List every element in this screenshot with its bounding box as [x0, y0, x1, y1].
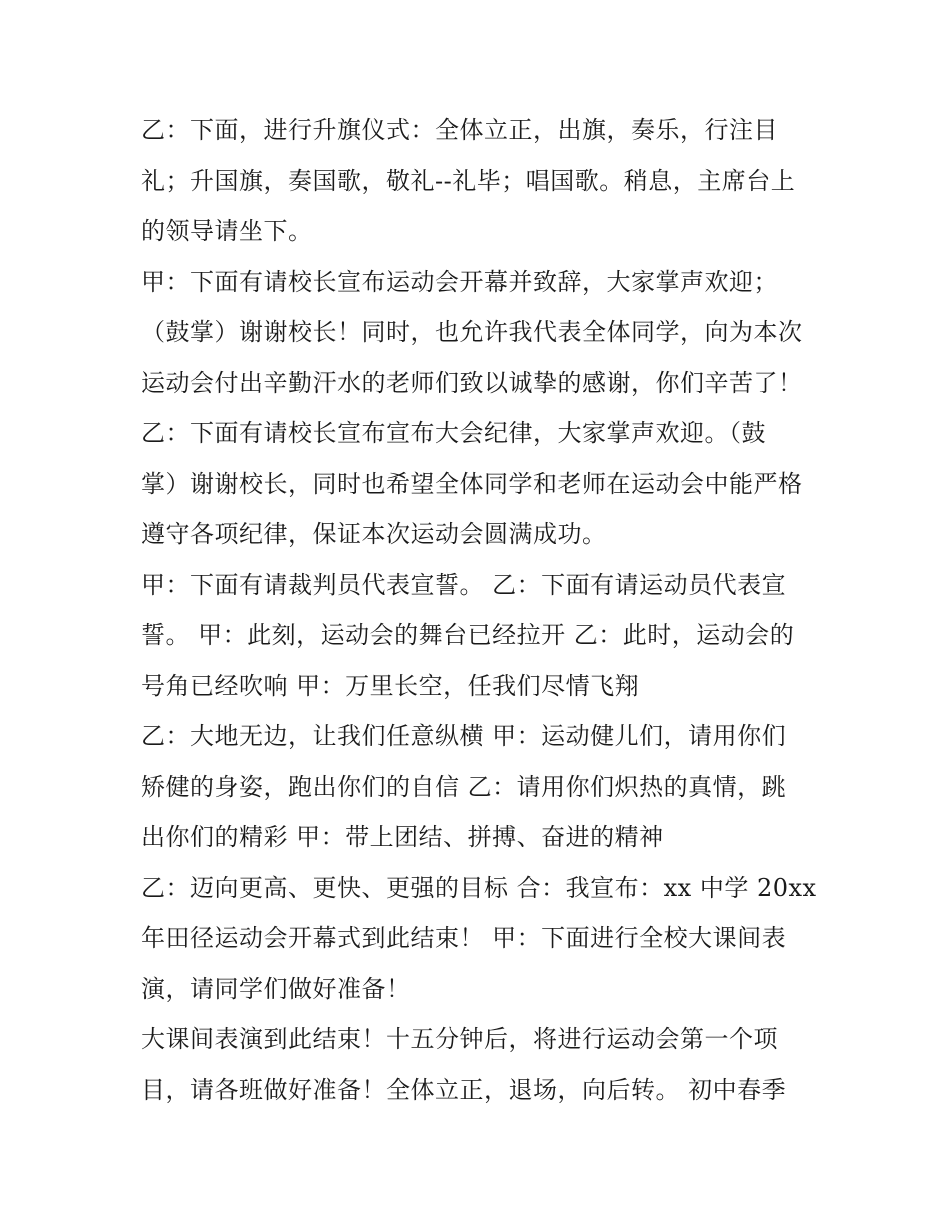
text-line: 甲：下面有请校长宣布运动会开幕并致辞，大家掌声欢迎；	[141, 268, 778, 296]
text-line: 号角已经吹响 甲：万里长空，任我们尽情飞翔	[141, 672, 640, 700]
text-line: 运动会付出辛勤汗水的老师们致以诚挚的感谢，你们辛苦了！	[141, 369, 803, 397]
text-line: 年田径运动会开幕式到此结束！ 甲：下面进行全校大课间表	[141, 924, 787, 952]
text-line: （鼓掌）谢谢校长！同时，也允许我代表全体同学，向为本次	[141, 318, 803, 346]
text-line: 誓。 甲：此刻，运动会的舞台已经拉开 乙：此时，运动会的	[141, 621, 795, 649]
text-line: 矫健的身姿，跑出你们的自信 乙：请用你们炽热的真情，跳	[141, 773, 787, 801]
text-line: 乙：大地无边，让我们任意纵横 甲：运动健儿们，请用你们	[141, 722, 787, 750]
text-line: 的领导请坐下。	[141, 217, 313, 245]
text-line: 遵守各项纪律，保证本次运动会圆满成功。	[141, 520, 607, 548]
text-line: 礼；升国旗，奏国歌，敬礼--礼毕；唱国歌。稍息，主席台上	[141, 167, 796, 195]
text-line: 演，请同学们做好准备！	[141, 975, 411, 1003]
text-line: 乙：下面有请校长宣布宣布大会纪律，大家掌声欢迎。（鼓	[141, 419, 766, 447]
text-line: 乙：迈向更高、更快、更强的目标 合：我宣布：xx 中学 20xx	[141, 874, 817, 902]
text-line: 甲：下面有请裁判员代表宣誓。 乙：下面有请运动员代表宣	[141, 571, 787, 599]
text-line: 乙：下面，进行升旗仪式：全体立正，出旗，奏乐，行注目	[141, 116, 778, 144]
text-line: 出你们的精彩 甲：带上团结、拼搏、奋进的精神	[141, 823, 664, 851]
text-line: 掌）谢谢校长，同时也希望全体同学和老师在运动会中能严格	[141, 470, 803, 498]
text-line: 目，请各班做好准备！全体立正，退场，向后转。 初中春季	[141, 1076, 787, 1104]
text-line: 大课间表演到此结束！十五分钟后，将进行运动会第一个项	[141, 1025, 778, 1053]
